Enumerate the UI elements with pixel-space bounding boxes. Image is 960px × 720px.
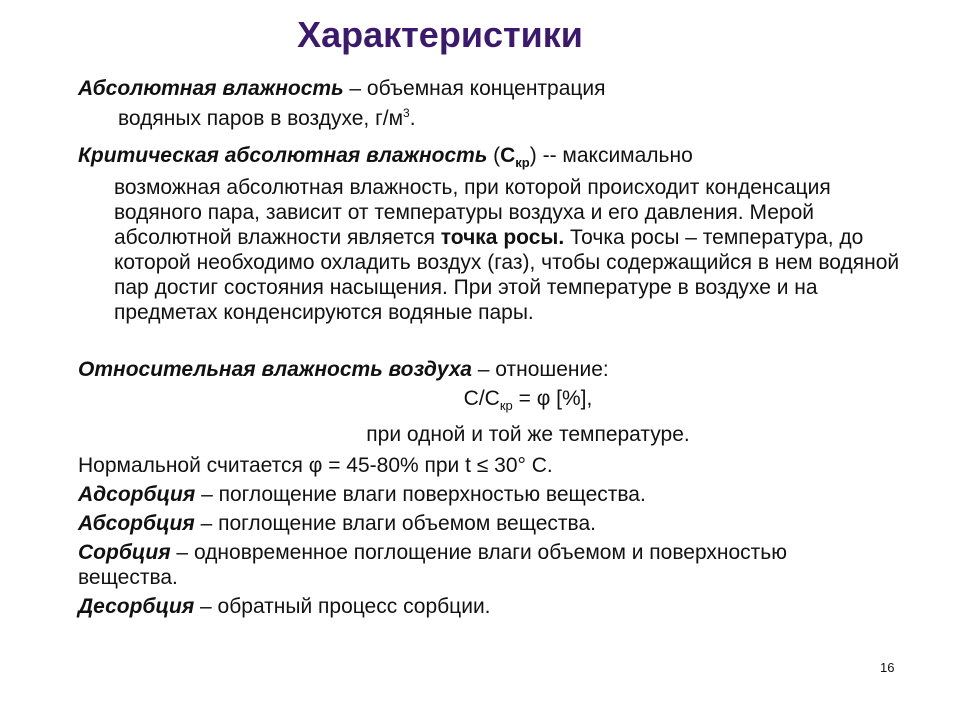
absolute-humidity-def-1: – объемная концентрация (343, 77, 606, 100)
slide-content (78, 76, 918, 619)
unit-superscript: 3 (403, 106, 410, 120)
critical-after-symbol: ) -- максимально (529, 144, 693, 167)
relative-humidity-def: – отношение: (471, 358, 609, 382)
adsorption-paragraph (78, 482, 918, 507)
relative-humidity-term: Относительная влажность воздуха (78, 358, 472, 382)
desorption-paragraph (78, 594, 918, 619)
relative-humidity-paragraph (78, 357, 918, 382)
absolute-humidity-def-2: водяных паров в воздухе, г/м (118, 107, 404, 130)
adsorption-term: Адсорбция (78, 483, 196, 507)
critical-humidity-paragraph (78, 143, 918, 325)
critical-symbol-sub: кр (515, 155, 530, 171)
sorption-paragraph (78, 540, 808, 590)
critical-open-paren: ( (487, 144, 501, 167)
absolute-humidity-line2 (78, 101, 918, 131)
formula-subscript: кр (499, 398, 513, 414)
dew-point-term: точка росы. (440, 226, 565, 250)
relative-humidity-condition: при одной и той же температуре. (366, 423, 690, 447)
slide-title: Характеристики (297, 14, 583, 55)
absorption-term: Абсорбция (78, 512, 195, 536)
critical-body-2: Точка росы – температура, до которой необходимо охладить воздух (газ), чтобы содержащийся в нем водяной пар достиг состояния насыщения. При этой температуре в воздухе и на предметах конденсируются водяные пары. (114, 226, 900, 325)
formula-part-b: = φ [%], (512, 387, 593, 411)
absolute-humidity-def-end: . (409, 107, 416, 130)
absorption-def: – поглощение влаги объемом вещества. (194, 512, 596, 536)
page-number: 16 (880, 660, 895, 675)
normal-humidity-note: Нормальной считается φ = 45-80% при t ≤ 30° С. (78, 454, 553, 478)
absorption-paragraph (78, 511, 918, 536)
adsorption-def: – поглощение влаги поверхностью вещества. (195, 483, 646, 507)
critical-humidity-body (78, 175, 918, 325)
absolute-humidity-paragraph (78, 76, 918, 101)
relative-humidity-formula (78, 386, 918, 418)
critical-humidity-term: Критическая абсолютная влажность (78, 144, 488, 167)
absolute-humidity-term: Абсолютная влажность (78, 77, 344, 100)
sorption-def: – одновременное поглощение влаги объемом и поверхностью вещества. (78, 541, 787, 590)
desorption-term: Десорбция (78, 595, 195, 619)
critical-body-1: возможная абсолютная влажность, при которой происходит конденсация водяного пара, зависит от температуры воздуха и его давления. Мерой абсолютной влажности является (114, 176, 831, 250)
critical-symbol: С (500, 144, 516, 167)
sorption-term: Сорбция (78, 541, 171, 565)
desorption-def: – обратный процесс сорбции. (194, 595, 491, 619)
formula-part-a: С/С (463, 387, 500, 411)
